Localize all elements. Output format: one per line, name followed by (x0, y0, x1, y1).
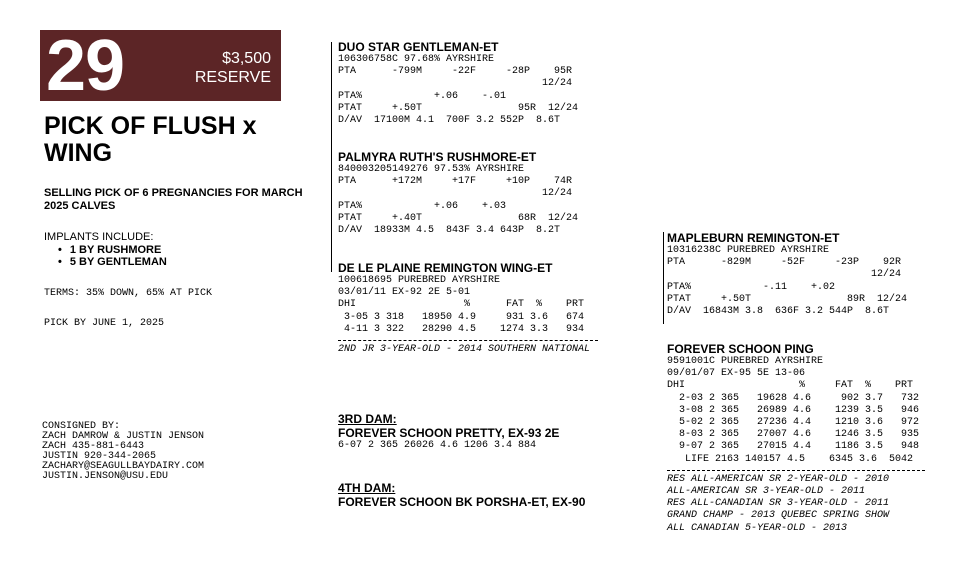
granddam-honor: ALL-AMERICAN SR 3-YEAR-OLD - 2011 (667, 486, 866, 498)
dam-reg-line: 100618695 PUREBRED AYRSHIRE (338, 275, 501, 286)
sire-reg-line: 106306758C 97.68% AYRSHIRE (338, 54, 495, 65)
granddam-honor: GRAND CHAMP - 2013 QUEBEC SPRING SHOW (667, 510, 890, 522)
consignor-phone: ZACH 435-881-6443 (42, 441, 145, 452)
maternal-grandsire-name: PALMYRA RUTH'S RUSHMORE-ET (338, 150, 537, 164)
granddam-record-row: 9-07 2 365 27015 4.4 1186 3.5 948 (667, 441, 920, 453)
dam-block (338, 261, 634, 356)
consigned-heading: CONSIGNED BY: (42, 421, 121, 432)
dam-sire-dav-line: D/AV 16843M 3.8 636F 3.2 544P 8.6T (667, 306, 890, 318)
granddam-block (667, 342, 955, 535)
terms: TERMS: 35% DOWN, 65% AT PICK (44, 288, 213, 299)
granddam-record-row: 3-08 2 365 26989 4.6 1239 3.5 946 (667, 404, 920, 416)
pedigree-bracket-line (331, 42, 332, 272)
lot-number: 29 (46, 26, 125, 106)
implant-item: • 1 BY RUSHMORE (58, 244, 167, 256)
consignor-email: ZACHARY@SEAGULLBAYDAIRY.COM (42, 461, 205, 472)
dam-record-row: 3-05 3 318 18950 4.9 931 3.6 674 (338, 311, 585, 323)
granddam-lifetime-row: LIFE 2163 140157 4.5 6345 3.6 5042 (667, 453, 914, 465)
sire-pta-date: 12/24 (338, 78, 573, 90)
granddam-honor: RES ALL-AMERICAN SR 2-YEAR-OLD - 2010 (667, 473, 890, 485)
lot-title: PICK OF FLUSH x WING (44, 112, 257, 167)
implants-list (58, 244, 167, 268)
lot-reserve-label: RESERVE (194, 69, 271, 86)
implants-heading: IMPLANTS INCLUDE: (44, 231, 154, 243)
dam-record-row: 4-11 3 322 28290 4.5 1274 3.3 934 (338, 323, 585, 335)
dam-sire-reg-line: 10316238C PUREBRED AYRSHIRE (667, 245, 830, 256)
granddam-record-row: 8-03 2 365 27007 4.6 1246 3.5 935 (667, 429, 920, 441)
third-dam-name: FOREVER SCHOON PRETTY, EX-93 2E (338, 426, 560, 440)
granddam-honor: RES ALL-CANADIAN SR 3-YEAR-OLD - 2011 (667, 498, 890, 510)
pedigree-bracket-line (663, 232, 664, 324)
mgs-pta-date: 12/24 (338, 188, 573, 200)
mgs-dav-line: D/AV 18933M 4.5 843F 3.4 643P 8.2T (338, 225, 561, 237)
dam-sire-block (667, 231, 907, 318)
sire-ptat-line: PTAT +.50T 95R 12/24 (338, 102, 579, 114)
granddam-divider (667, 470, 925, 471)
granddam-record-row: 2-03 2 365 19628 4.6 902 3.7 732 (667, 392, 920, 404)
granddam-classification: 09/01/07 EX-95 5E 13-06 (667, 368, 806, 380)
fourth-dam-heading: 4TH DAM: (338, 481, 396, 495)
fourth-dam-block (338, 481, 585, 509)
dam-sire-pta-line: PTA -829M -52F -23P 92R (667, 257, 902, 269)
mgs-pta-line: PTA +172M +17F +10P 74R (338, 176, 573, 188)
sire-pta-line: PTA -799M -22F -28P 95R (338, 66, 573, 78)
maternal-grandsire-block (338, 150, 578, 237)
pick-by-date: PICK BY JUNE 1, 2025 (44, 318, 165, 329)
lot-banner (40, 26, 281, 106)
consignor-info (42, 422, 204, 482)
dam-classification: 03/01/11 EX-92 2E 5-01 (338, 287, 471, 299)
sire-pta-pct-line: PTA% +.06 -.01 (338, 90, 507, 102)
dam-record-header: DHI % FAT % PRT (338, 299, 585, 311)
lot-subtitle: SELLING PICK OF 6 PREGNANCIES FOR MARCH 2025 CALVES (44, 187, 303, 212)
granddam-honor: ALL CANADIAN 5-YEAR-OLD - 2013 (667, 522, 848, 534)
granddam-record-row: 5-02 2 365 27236 4.4 1210 3.6 972 (667, 417, 920, 429)
sire-block (338, 40, 578, 127)
dam-sire-name: MAPLEBURN REMINGTON-ET (667, 231, 840, 245)
consignor-names: ZACH DAMROW & JUSTIN JENSON (42, 431, 205, 442)
third-dam-block (338, 412, 559, 452)
third-dam-record: 6-07 2 365 26026 4.6 1206 3.4 884 (338, 440, 537, 451)
mgs-reg-line: 840003205149276 97.53% AYRSHIRE (338, 164, 525, 175)
sire-name: DUO STAR GENTLEMAN-ET (338, 40, 499, 54)
dam-sire-pta-date: 12/24 (667, 269, 902, 281)
dam-sire-pta-pct-line: PTA% -.11 +.02 (667, 281, 836, 293)
fourth-dam-name: FOREVER SCHOON BK PORSHA-ET, EX-90 (338, 495, 586, 509)
granddam-name: FOREVER SCHOON PING (667, 342, 814, 356)
implant-item: • 5 BY GENTLEMAN (58, 256, 167, 268)
third-dam-heading: 3RD DAM: (338, 412, 397, 426)
lot-price: $3,500 (222, 50, 271, 67)
dam-honor: 2ND JR 3-YEAR-OLD - 2014 SOUTHERN NATIONAL (338, 344, 591, 356)
consignor-phone: JUSTIN 920-344-2065 (42, 451, 157, 462)
consignor-email: JUSTIN.JENSON@USU.EDU (42, 471, 169, 482)
mgs-ptat-line: PTAT +.40T 68R 12/24 (338, 212, 579, 224)
dam-divider (338, 340, 598, 341)
granddam-reg-line: 9591001C PUREBRED AYRSHIRE (667, 356, 824, 367)
sire-dav-line: D/AV 17100M 4.1 700F 3.2 552P 8.6T (338, 115, 561, 127)
granddam-record-header: DHI % FAT % PRT (667, 380, 914, 392)
mgs-pta-pct-line: PTA% +.06 +.03 (338, 200, 507, 212)
dam-sire-ptat-line: PTAT +.50T 89R 12/24 (667, 293, 908, 305)
dam-name: DE LE PLAINE REMINGTON WING-ET (338, 261, 553, 275)
